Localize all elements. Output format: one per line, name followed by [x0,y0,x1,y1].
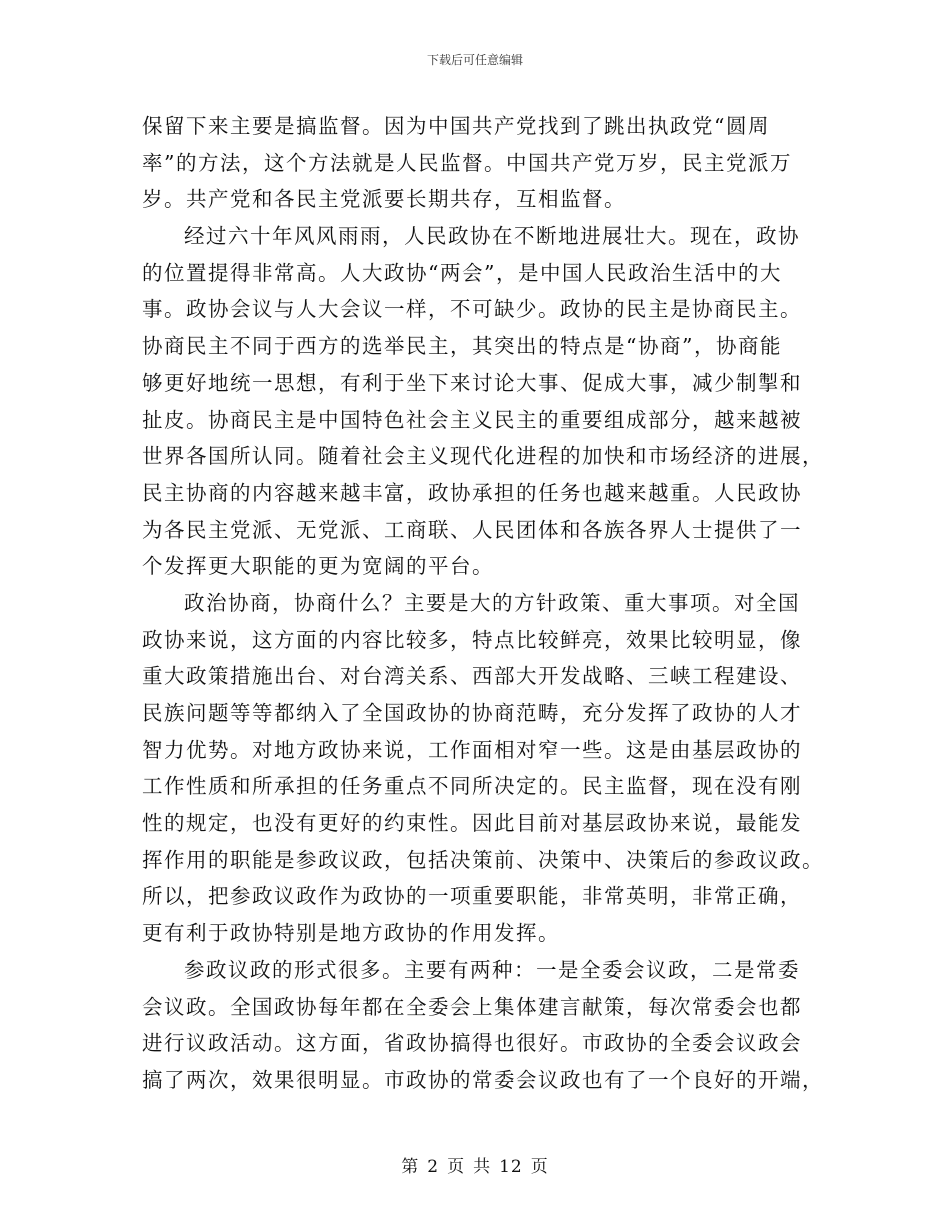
text-line: 进行议政活动。这方面，省政协搞得也很好。市政协的全委会议政会 [142,1031,802,1056]
text-line: 智力优势。对地方政协来说，工作面相对窄一些。这是由基层政协的 [142,737,802,762]
paragraph-4 [142,952,824,1099]
text-line: 所以，把参政议政作为政协的一项重要职能，非常英明，非常正确， [142,884,802,909]
page-footer [0,1156,950,1178]
text-line: 保留下来主要是搞监督。因为中国共产党找到了跳出执政党“圆周 [142,114,770,138]
document-body [142,108,824,1099]
current-page-number: 2 [427,1157,440,1177]
text-line: 世界各国所认同。随着社会主义现代化进程的加快和市场经济的进展， [142,444,824,469]
paragraph-2 [142,218,824,585]
footer-prefix: 第 [401,1157,420,1177]
text-line: 协商民主不同于西方的选举民主，其突出的特点是“协商”，协商能 [142,334,782,359]
footer-page-word: 页 [447,1157,466,1177]
text-line: 个发挥更大职能的更为宽阔的平台。 [142,554,494,579]
page-header [0,52,950,68]
footer-total-word: 共 [473,1157,492,1177]
text-line: 挥作用的职能是参政议政，包括决策前、决策中、决策后的参政议政。 [142,847,824,872]
header-text: 下载后可任意编辑 [426,53,523,67]
text-line: 够更好地统一思想，有利于坐下来讨论大事、促成大事，减少制掣和 [142,370,802,395]
text-line: 岁。共产党和各民主党派要长期共存，互相监督。 [142,187,626,212]
text-line: 政治协商，协商什么？主要是大的方针政策、重大事项。对全国 [184,590,800,615]
text-line: 经过六十年风风雨雨，人民政协在不断地进展壮大。现在，政协 [184,224,800,249]
total-page-count: 12 [499,1157,523,1177]
text-line: 会议政。全国政协每年都在全委会上集体建言献策，每次常委会也都 [142,994,802,1019]
text-line: 更有利于政协特别是地方政协的作用发挥。 [142,921,560,946]
text-line: 搞了两次，效果很明显。市政协的常委会议政也有了一个良好的开端， [142,1067,824,1092]
text-line: 率”的方法，这个方法就是人民监督。中国共产党万岁，民主党派万 [142,150,792,175]
text-line: 工作性质和所承担的任务重点不同所决定的。民主监督，现在没有刚 [142,774,802,799]
paragraph-3 [142,585,824,952]
text-line: 的位置提得非常高。人大政协“两会”，是中国人民政治生活中的大 [142,260,782,285]
footer-suffix: 页 [530,1157,549,1177]
paragraph-1 [142,108,818,218]
text-line: 民主协商的内容越来越丰富，政协承担的任务也越来越重。人民政协 [142,480,802,505]
text-line: 民族问题等等都纳入了全国政协的协商范畴，充分发挥了政协的人才 [142,701,802,725]
text-line: 为各民主党派、无党派、工商联、人民团体和各族各界人士提供了一 [142,517,802,542]
text-line: 扯皮。协商民主是中国特色社会主义民主的重要组成部分，越来越被 [142,407,802,432]
text-line: 政协来说，这方面的内容比较多，特点比较鲜亮，效果比较明显，像 [142,627,802,652]
text-line: 参政议政的形式很多。主要有两种：一是全委会议政，二是常委 [184,957,800,982]
text-line: 事。政协会议与人大会议一样，不可缺少。政协的民主是协商民主。 [142,297,802,322]
text-line: 重大政策措施出台、对台湾关系、西部大开发战略、三峡工程建设、 [142,664,802,689]
text-line: 性的规定，也没有更好的约束性。因此目前对基层政协来说，最能发 [142,811,802,836]
